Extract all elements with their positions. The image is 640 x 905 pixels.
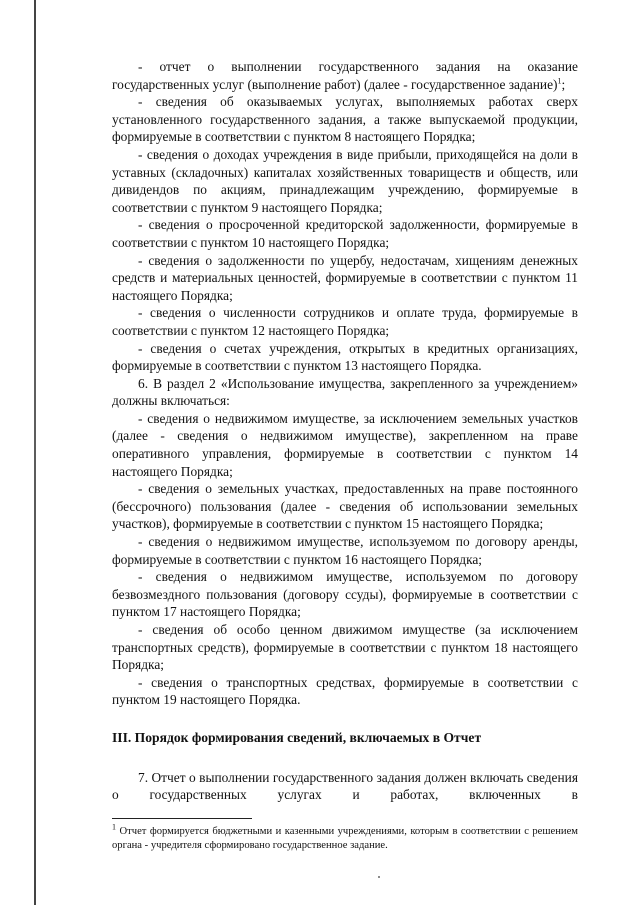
paragraph-list-item: - сведения о задолженности по ущербу, недостачам, хищениям денежных средств и материальных ценностей, формируемые в соответствии с пунктом 11 настоящего Порядка; [112,252,578,303]
footnote-ref: 1 [557,76,562,86]
section-heading: III. Порядок формирования сведений, включаемых в Отчет [112,729,482,745]
paragraph-list-item: - сведения о доходах учреждения в виде прибыли, приходящейся на доли в уставных (складочных) капиталах хозяйственных товариществ и обществ, или дивидендов по акциям, принадлежащим учреждению, формируемые в соответствии с пунктом 9 настоящего Порядка; [112,146,578,215]
document-page [112,58,578,853]
paragraph-list-item: - сведения о транспортных средствах, формируемые в соответствии с пунктом 19 настоящего Порядка. [112,674,578,708]
paragraph-list-item: - сведения о недвижимом имуществе, за исключением земельных участков (далее - сведения о недвижимом имуществе), закрепленном на праве оперативного управления, формируемые в соответствии с пунктом 14 настоящего Порядка; [112,410,578,479]
paragraph-section-7: 7. Отчет о выполнении государственного задания должен включать сведения о государственных услугах и работах, включенных в [112,769,578,803]
paragraph-tail: ; [561,76,566,92]
paragraph-report-item [112,58,578,93]
paragraph-text: - отчет о выполнении государственного задания на оказание государственных услуг (выполнение работ) (далее - государственное задание) [112,59,578,92]
paragraph-list-item: - сведения о просроченной кредиторской задолженности, формируемые в соответствии с пунктом 10 настоящего Порядка; [112,217,578,250]
paragraph-list-item: - сведения о земельных участках, предоставленных на праве постоянного (бессрочного) пользования (далее - сведения об использовании земельных участков), формируемые в соответствии с пунктом 15 настоящего Порядка; [112,481,578,532]
footnote-divider [112,818,252,819]
paragraph-list-item: - сведения об оказываемых услугах, выполняемых работах сверх установленного государственного задания, а также выпускаемой продукции, формируемые в соответствии с пунктом 8 настоящего Порядка; [112,94,578,145]
footnote [112,822,578,853]
paragraph-list-item: - сведения о недвижимом имуществе, используемом по договору аренды, формируемые в соответствии с пунктом 16 настоящего Порядка; [112,534,578,567]
paragraph-list-item: - сведения о недвижимом имуществе, используемом по договору безвозмездного пользования (договору ссуды), формируемые в соответствии с пунктом 17 настоящего Порядка; [112,569,578,620]
paragraph-list-item: - сведения об особо ценном движимом имуществе (за исключением транспортных средств), формируемые в соответствии с пунктом 18 настоящего Порядка; [112,622,578,673]
footnote-text: Отчет формируется бюджетными и казенными учреждениями, которым в соответствии с решением органа - учредителя сформировано государственное задание. [112,825,578,851]
footnote-marker: 1 [112,822,116,832]
paragraph-section-6: 6. В раздел 2 «Использование имущества, закрепленного за учреждением» должны включаться: [112,375,578,409]
paragraph-list-item: - сведения о счетах учреждения, открытых в кредитных организациях, формируемые в соответствии с пунктом 13 настоящего Порядка. [112,340,578,374]
scan-speck [378,876,380,878]
paragraph-list-item: - сведения о численности сотрудников и оплате труда, формируемые в соответствии с пунктом 12 настоящего Порядка; [112,305,578,338]
scan-left-edge [34,0,36,905]
